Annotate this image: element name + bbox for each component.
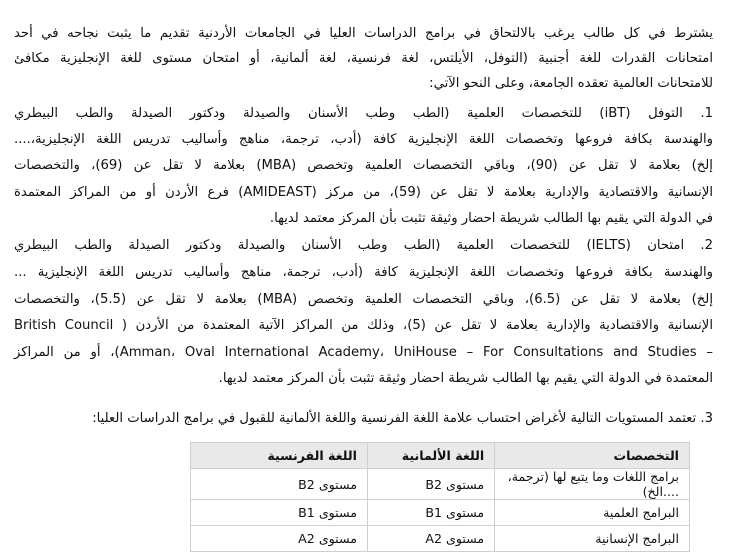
intro-line-1: يشترط في كل طالب يرغب بالالتحاق في برامج الدراسات العليا في الجامعات الأردنية تقديم ما يثبت نجاحه في أحد	[14, 26, 713, 41]
item1-line-4: الإنسانية والاقتصادية والإدارية بعلامة لا تقل عن (59)، من مركز (AMIDEAST) فرع الأردن أو من المراكز المعتمدة	[14, 185, 714, 200]
item2-line-5: – Amman، Oval International Academy، UniHouse – For Consultations and Studies)، أو من المراكز	[14, 345, 713, 360]
item2-line-4: الإنسانية والاقتصادية والإدارية بعلامة لا تقل عن (5)، وذلك من المراكز الآتية المعتمدة من الأردن ( British Council	[14, 318, 713, 333]
table-cell: مستوى A2	[367, 526, 494, 552]
table-cell: البرامج الإنسانية	[495, 526, 690, 552]
table-row	[191, 500, 690, 526]
header-french: اللغة الفرنسية	[191, 443, 368, 469]
intro-line-3: للامتحانات العالمية تعقده الجامعة، وعلى النحو الآتي:	[429, 76, 713, 91]
table-cell: مستوى B2	[367, 469, 494, 500]
intro-line-2: امتحانات القدرات للغة أجنبية (التوفل، الأيلتس، لغة فرنسية، لغة ألمانية، أو امتحان مستوى للغة الإنجليزية مكافئ	[14, 51, 713, 66]
header-specializations: التخصصات	[495, 443, 690, 469]
table-cell: مستوى B2	[191, 469, 368, 500]
item1-line-5: في الدولة التي يقيم بها الطالب شريطة احضار وثيقة تثبت بأن المركز معتمد لديها.	[269, 211, 713, 226]
language-levels-table	[190, 442, 690, 552]
table-cell: مستوى B1	[191, 500, 368, 526]
item1-line-1: 1. التوفل (iBT) للتخصصات العلمية (الطب وطب الأسنان والصيدلة ودكتور الصيدلة والطب البيطري	[14, 106, 713, 121]
item2-line-3: إلخ) بعلامة لا تقل عن (6.5)، وباقي التخصصات العلمية وتخصص (MBA) بعلامة لا تقل عن (5.5)، والتخصصات	[14, 292, 713, 307]
item2-line-6: المعتمدة في الدولة التي يقيم بها الطالب شريطة احضار وثيقة تثبت بأن المركز معتمد لديها.	[218, 371, 713, 386]
table-row	[191, 469, 690, 500]
table-row	[191, 526, 690, 552]
table-cell: برامج اللغات وما يتبع لها (ترجمة، ....الخ)	[495, 469, 690, 500]
item2-line-1: 2. امتحان (IELTS) للتخصصات العلمية (الطب وطب الأسنان والصيدلة ودكتور الصيدلة والطب البيطري	[14, 238, 713, 253]
item1-line-2: والهندسة بكافة فروعها وتخصصات اللغة الإنجليزية كافة (أدب، ترجمة، مناهج وأساليب تدريس اللغة الإنجليزية،....	[14, 132, 713, 147]
table-cell: مستوى A2	[191, 526, 368, 552]
item1-line-3: إلخ) بعلامة لا تقل عن (90)، وباقي التخصصات العلمية وتخصص (MBA) بعلامة لا تقل عن (69)، والتخصصات	[14, 158, 713, 173]
table-header-row	[191, 443, 690, 469]
table-cell: مستوى B1	[367, 500, 494, 526]
header-german: اللغة الألمانية	[367, 443, 494, 469]
item2-line-2: والهندسة بكافة فروعها وتخصصات اللغة الإنجليزية كافة (أدب، ترجمة، مناهج وأساليب تدريس اللغة الإنجليزية ...	[14, 265, 713, 280]
table-cell: البرامج العلمية	[495, 500, 690, 526]
item3-text: 3. تعتمد المستويات التالية لأغراض احتساب علامة اللغة الفرنسية واللغة الألمانية للقبول في برامج الدراسات العليا:	[92, 411, 713, 426]
